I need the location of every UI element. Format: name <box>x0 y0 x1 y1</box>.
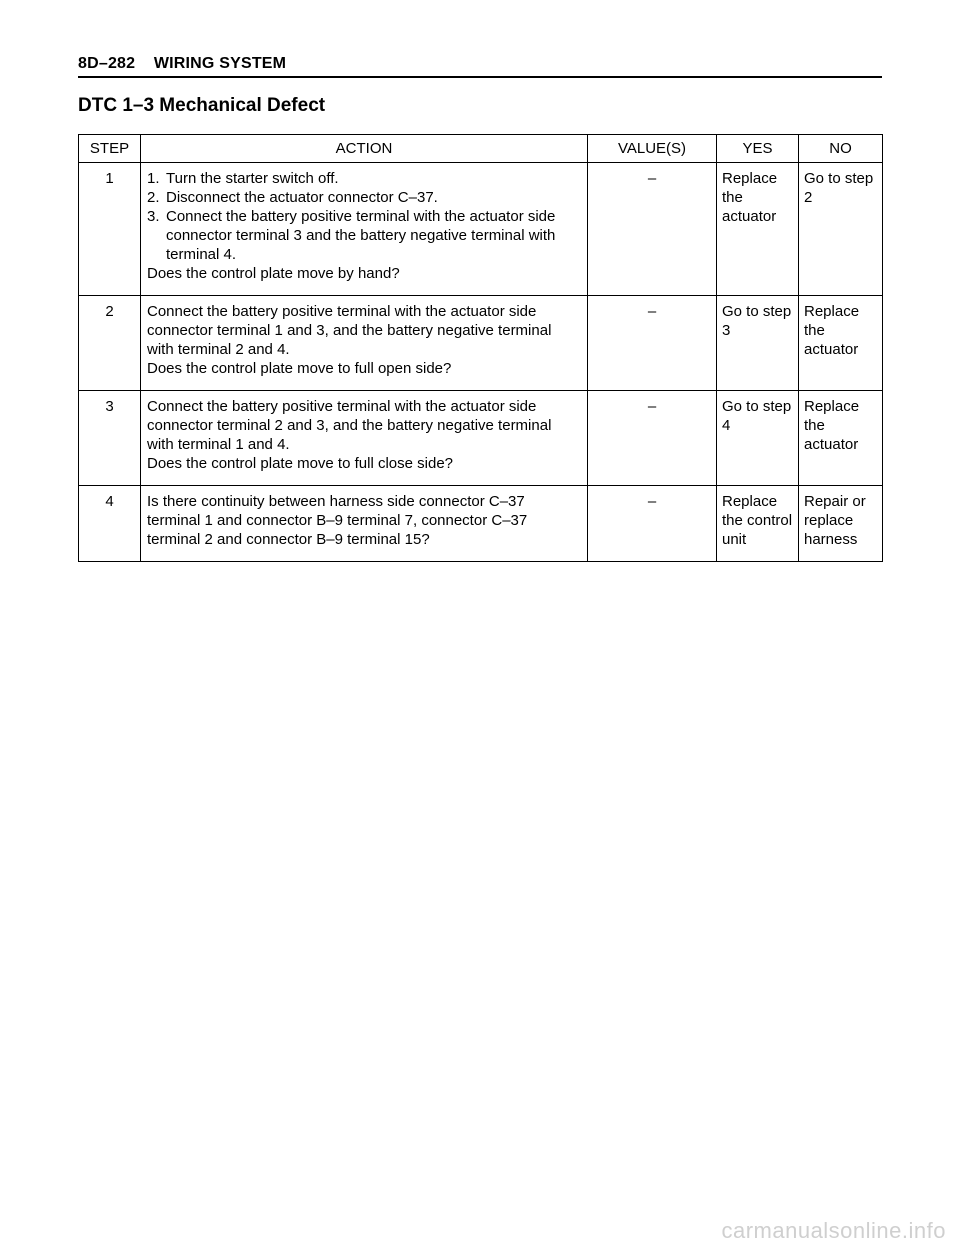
column-header-step: STEP <box>79 135 141 163</box>
column-header-value: VALUE(S) <box>588 135 717 163</box>
action-question: Does the control plate move to full close side? <box>147 455 453 472</box>
action-text: Is there continuity between harness side connector C–37 terminal 1 and connector B–9 terminal 7, connector C–37 terminal 2 and connector B–9 terminal 15? <box>147 493 528 548</box>
action-cell <box>141 391 588 486</box>
list-number: 3. <box>147 208 160 225</box>
value-cell: – <box>588 486 717 562</box>
action-question: Does the control plate move by hand? <box>147 265 400 282</box>
table-row <box>79 163 883 296</box>
action-cell <box>141 296 588 391</box>
no-cell: Replace the actuator <box>799 391 883 486</box>
list-text: Turn the starter switch off. <box>166 170 339 187</box>
value-cell: – <box>588 391 717 486</box>
table-row <box>79 296 883 391</box>
column-header-yes: YES <box>717 135 799 163</box>
list-number: 1. <box>147 170 160 187</box>
diagnostic-table <box>78 134 883 562</box>
section-title: DTC 1–3 Mechanical Defect <box>78 95 326 116</box>
yes-cell: Go to step 3 <box>717 296 799 391</box>
yes-cell: Replace the actuator <box>717 163 799 296</box>
list-text: Disconnect the actuator connector C–37. <box>166 189 438 206</box>
action-list-item <box>147 169 581 188</box>
action-list-item <box>147 188 581 207</box>
list-text: Connect the battery positive terminal with the actuator side connector terminal 3 and the battery negative terminal with terminal 4. <box>166 208 556 263</box>
yes-cell: Go to step 4 <box>717 391 799 486</box>
table-header-row <box>79 135 883 163</box>
column-header-action: ACTION <box>141 135 588 163</box>
no-cell: Go to step 2 <box>799 163 883 296</box>
header-text: 8D–282 WIRING SYSTEM <box>78 55 287 72</box>
step-number: 1 <box>79 163 141 296</box>
page-header <box>78 54 882 78</box>
value-cell: – <box>588 163 717 296</box>
action-list-item <box>147 207 581 264</box>
action-question: Does the control plate move to full open side? <box>147 360 452 377</box>
action-text: Connect the battery positive terminal with the actuator side connector terminal 1 and 3, and the battery negative terminal with terminal 2 and 4. <box>147 303 552 358</box>
list-number: 2. <box>147 189 160 206</box>
action-cell <box>141 163 588 296</box>
watermark: carmanualsonline.info <box>721 1218 946 1243</box>
yes-cell: Replace the control unit <box>717 486 799 562</box>
no-cell: Replace the actuator <box>799 296 883 391</box>
action-text: Connect the battery positive terminal with the actuator side connector terminal 2 and 3, and the battery negative terminal with terminal 1 and 4. <box>147 398 552 453</box>
step-number: 4 <box>79 486 141 562</box>
action-list <box>147 169 581 264</box>
step-number: 3 <box>79 391 141 486</box>
no-cell: Repair or replace harness <box>799 486 883 562</box>
step-number: 2 <box>79 296 141 391</box>
column-header-no: NO <box>799 135 883 163</box>
table-row <box>79 391 883 486</box>
table-row <box>79 486 883 562</box>
action-cell <box>141 486 588 562</box>
value-cell: – <box>588 296 717 391</box>
